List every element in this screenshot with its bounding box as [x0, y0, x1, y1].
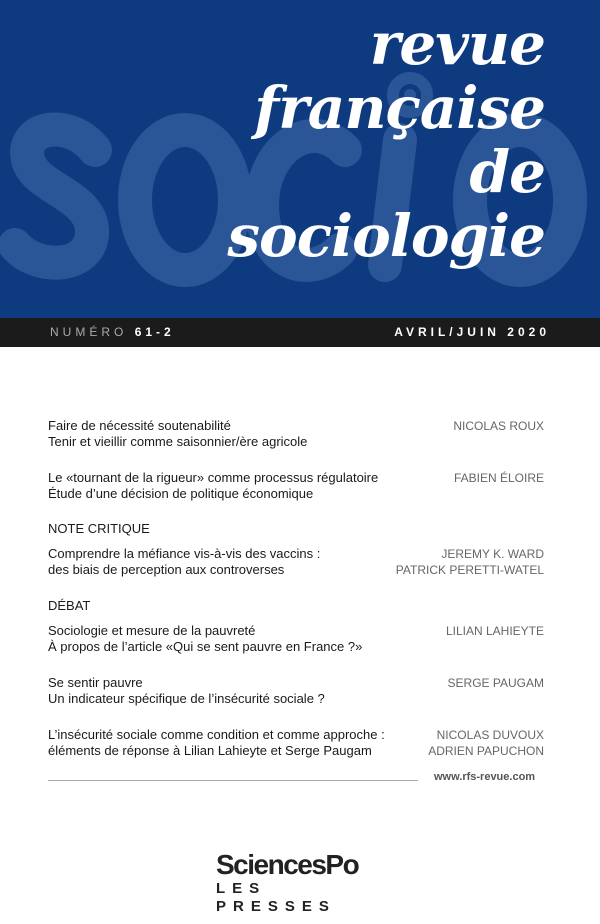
article-subtitle: À propos de l’article «Qui se sent pauvre en France ?» [48, 639, 363, 654]
article-author: JEREMY K. WARD [441, 547, 544, 561]
publisher-sub: LES PRESSES [216, 880, 336, 915]
article-entry [48, 470, 544, 502]
article-subtitle: Étude d’une décision de politique économique [48, 486, 314, 501]
title-line: sociologie [227, 202, 545, 270]
article-entry [48, 418, 544, 450]
section-heading: DÉBAT [48, 598, 91, 613]
watermark-letter-s [15, 129, 95, 262]
title-line: de [469, 138, 545, 206]
article-author: FABIEN ÉLOIRE [453, 471, 544, 485]
article-entry [48, 675, 544, 707]
title-line: revue [369, 10, 545, 78]
issue-date: AVRIL/JUIN 2020 [394, 325, 550, 339]
journal-title [227, 12, 545, 268]
divider [48, 780, 418, 781]
article-title: Se sentir pauvre [48, 675, 143, 690]
article-author: ADRIEN PAPUCHON [428, 744, 544, 758]
issue-band [0, 318, 600, 347]
title-line: française [254, 74, 545, 142]
watermark-letter-o [135, 130, 235, 270]
article-entry [48, 727, 544, 759]
article-subtitle: éléments de réponse à Lilian Lahieyte et Serge Paugam [48, 743, 372, 758]
website-link[interactable]: www.rfs-revue.com [434, 771, 536, 783]
article-title: Sociologie et mesure de la pauvreté [48, 623, 256, 638]
article-author: NICOLAS DUVOUX [436, 728, 544, 742]
article-author: PATRICK PERETTI-WATEL [395, 563, 544, 577]
article-author: SERGE PAUGAM [447, 676, 544, 690]
article-entry [48, 623, 544, 655]
article-title: Le «tournant de la rigueur» comme processus régulatoire [48, 470, 379, 485]
article-subtitle: Tenir et vieillir comme saisonnier/ère agricole [48, 434, 308, 449]
issue-number [50, 325, 175, 339]
numero-value: 61-2 [134, 325, 175, 339]
publisher-name: SciencesPo [216, 849, 359, 880]
publisher-logo [216, 850, 381, 916]
article-subtitle: des biais de perception aux controverses [48, 562, 285, 577]
article-author: NICOLAS ROUX [453, 419, 544, 433]
article-entry [48, 546, 544, 578]
numero-label: NUMÉRO [50, 325, 128, 339]
article-author: LILIAN LAHIEYTE [445, 624, 544, 638]
article-title: Comprendre la méfiance vis-à-vis des vaccins : [48, 546, 321, 561]
article-title: Faire de nécessité soutenabilité [48, 418, 231, 433]
article-subtitle: Un indicateur spécifique de l’insécurité sociale ? [48, 691, 325, 706]
cover-header [0, 0, 600, 318]
article-title: L’insécurité sociale comme condition et comme approche : [48, 727, 385, 742]
section-heading: NOTE CRITIQUE [48, 521, 150, 536]
